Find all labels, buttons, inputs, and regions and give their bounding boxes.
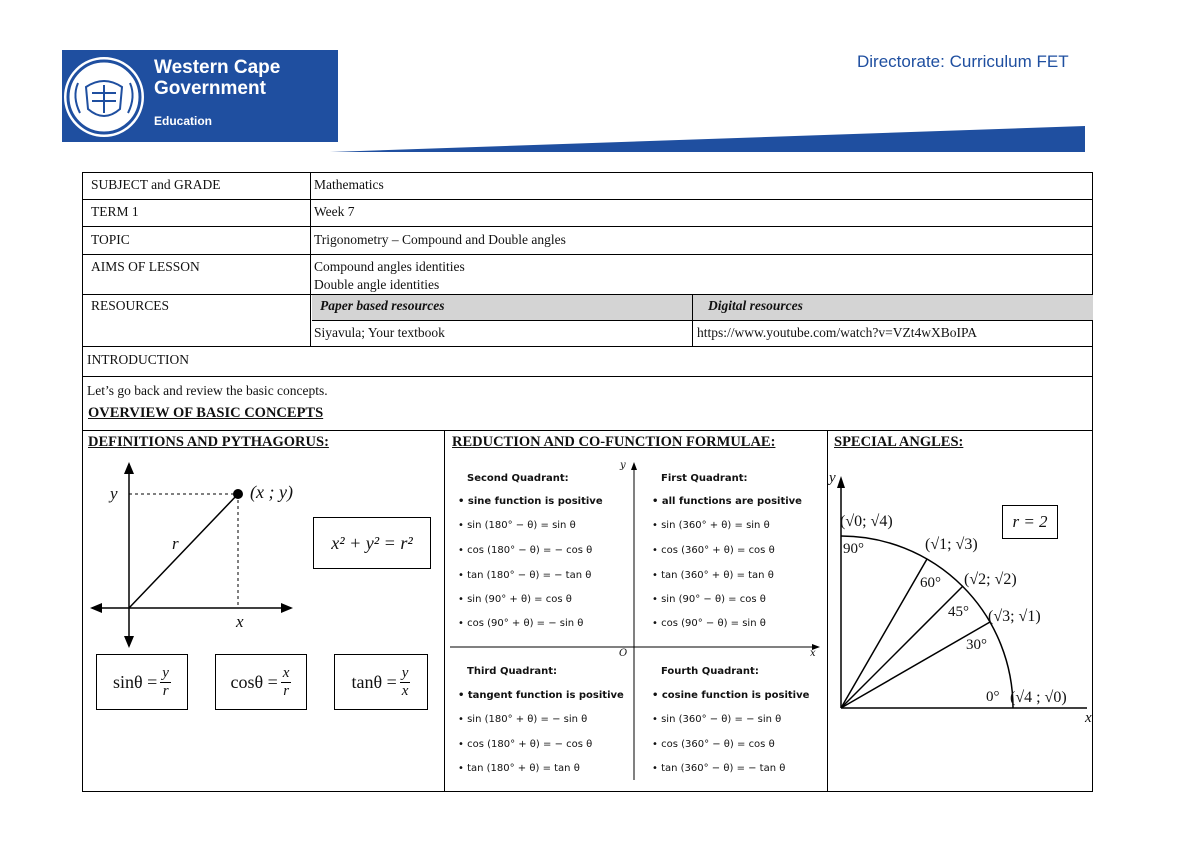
- q2-line: • cos (180° − θ) = − cos θ: [458, 545, 593, 556]
- q4-rule: • cosine function is positive: [652, 690, 810, 701]
- q2-line: • tan (180° − θ) = − tan θ: [458, 570, 592, 581]
- value-topic: Trigonometry – Compound and Double angles: [314, 232, 566, 247]
- sin-definition: [96, 654, 188, 710]
- q2-rule: • sine function is positive: [458, 496, 603, 507]
- value-aim-1: Compound angles identities: [314, 259, 465, 274]
- reduction-title: REDUCTION AND CO-FUNCTION FORMULAE:: [452, 434, 776, 450]
- radius-label: r = 2: [1002, 505, 1058, 539]
- angle-60: 60°: [920, 575, 941, 591]
- header-blue-bar: [330, 126, 1085, 152]
- q2-line: • sin (90° + θ) = cos θ: [458, 594, 572, 605]
- q3-line: • cos (180° + θ) = − cos θ: [458, 739, 593, 750]
- q4-line: • tan (360° − θ) = − tan θ: [652, 763, 786, 774]
- angle-45: 45°: [948, 604, 969, 620]
- col-divider: [692, 294, 693, 346]
- col-divider: [310, 172, 311, 346]
- q2-title: Second Quadrant:: [467, 473, 569, 484]
- q1-line: • sin (90° − θ) = cos θ: [652, 594, 766, 605]
- row-divider: [82, 346, 1093, 347]
- directorate-label: Directorate: Curriculum FET: [857, 52, 1069, 71]
- point-90: (√0; √4): [840, 513, 893, 530]
- point-45: (√2; √2): [964, 571, 1017, 588]
- q1-line: • sin (360° + θ) = sin θ: [652, 520, 770, 531]
- wcg-logo: [62, 50, 338, 142]
- origin-label: O: [619, 648, 628, 659]
- cos-definition: [215, 654, 307, 710]
- cos-fraction: [281, 665, 292, 700]
- q1-rule: • all functions are positive: [652, 496, 802, 507]
- angle-90: 90°: [843, 541, 864, 557]
- angle-0: 0°: [986, 689, 1000, 705]
- q3-line: • tan (180° + θ) = tan θ: [458, 763, 580, 774]
- sin-denominator: r: [162, 682, 169, 699]
- q3-title: Third Quadrant:: [467, 666, 558, 677]
- label-subject-grade: SUBJECT and GRADE: [91, 177, 221, 192]
- logo-line-2: Government: [154, 78, 266, 99]
- q1-line: • cos (360° + θ) = cos θ: [652, 545, 775, 556]
- row-divider: [82, 294, 1093, 295]
- overview-heading: OVERVIEW OF BASIC CONCEPTS: [88, 405, 324, 421]
- q1-line: • cos (90° − θ) = sin θ: [652, 618, 766, 629]
- col-divider: [827, 430, 828, 792]
- q2-line: • cos (90° + θ) = − sin θ: [458, 618, 584, 629]
- y-label: y: [110, 484, 118, 503]
- col-divider: [444, 430, 445, 792]
- q3-line: • sin (180° + θ) = − sin θ: [458, 714, 588, 725]
- paper-resources-header: Paper based resources: [320, 298, 445, 313]
- digital-resources-link[interactable]: https://www.youtube.com/watch?v=VZt4wXBoIPA: [697, 325, 977, 340]
- paper-resources-value: Siyavula; Your textbook: [314, 325, 445, 340]
- pythagoras-formula: x² + y² = r²: [313, 517, 431, 569]
- digital-resources-header: Digital resources: [708, 298, 803, 313]
- definitions-title: DEFINITIONS AND PYTHAGORUS:: [88, 434, 329, 450]
- row-divider: [82, 376, 1093, 377]
- q4-title: Fourth Quadrant:: [661, 666, 759, 677]
- row-divider: [82, 430, 1093, 431]
- value-aim-2: Double angle identities: [314, 277, 440, 292]
- coat-of-arms-emblem: [62, 55, 146, 139]
- q3-rule: • tangent function is positive: [458, 690, 624, 701]
- q4-line: • sin (360° − θ) = − sin θ: [652, 714, 782, 725]
- sin-lhs: sinθ =: [113, 671, 158, 692]
- row-divider: [82, 226, 1093, 227]
- cos-lhs: cosθ =: [230, 671, 278, 692]
- reduction-x-axis-label: x: [810, 648, 816, 659]
- value-subject: Mathematics: [314, 177, 384, 192]
- point-60: (√1; √3): [925, 536, 978, 553]
- q2-line: • sin (180° − θ) = sin θ: [458, 520, 576, 531]
- logo-line-1: Western Cape: [154, 57, 281, 78]
- tan-lhs: tanθ =: [351, 671, 397, 692]
- q4-line: • cos (360° − θ) = cos θ: [652, 739, 775, 750]
- cos-denominator: r: [283, 682, 290, 699]
- row-divider: [82, 254, 1093, 255]
- q1-title: First Quadrant:: [661, 473, 748, 484]
- special-y-axis-label: y: [829, 470, 836, 486]
- row-divider: [312, 320, 1093, 321]
- point-30: (√3; √1): [988, 608, 1041, 625]
- reduction-y-axis-label: y: [620, 460, 626, 471]
- row-divider: [82, 199, 1093, 200]
- point-0: (√4 ; √0): [1010, 689, 1067, 706]
- sin-fraction: [160, 665, 171, 700]
- introduction-heading: INTRODUCTION: [87, 352, 189, 367]
- value-week: Week 7: [314, 204, 355, 219]
- logo-line-3: Education: [154, 114, 213, 128]
- x-label: x: [236, 612, 244, 631]
- label-resources: RESOURCES: [91, 298, 170, 313]
- r-label: r: [172, 534, 179, 553]
- intro-text: Let’s go back and review the basic concepts.: [87, 383, 328, 398]
- label-topic: TOPIC: [91, 232, 130, 247]
- label-term: TERM 1: [91, 204, 139, 219]
- tan-numerator: y: [401, 664, 409, 681]
- special-x-axis-label: x: [1085, 710, 1092, 726]
- sin-numerator: y: [162, 664, 169, 681]
- tan-denominator: x: [401, 682, 409, 699]
- tan-fraction: [400, 665, 411, 700]
- label-aims: AIMS OF LESSON: [91, 259, 200, 274]
- tan-definition: [334, 654, 428, 710]
- q1-line: • tan (360° + θ) = tan θ: [652, 570, 774, 581]
- special-angles-title: SPECIAL ANGLES:: [834, 434, 964, 450]
- angle-30: 30°: [966, 637, 987, 653]
- cos-numerator: x: [282, 664, 290, 681]
- point-label: (x ; y): [250, 482, 293, 502]
